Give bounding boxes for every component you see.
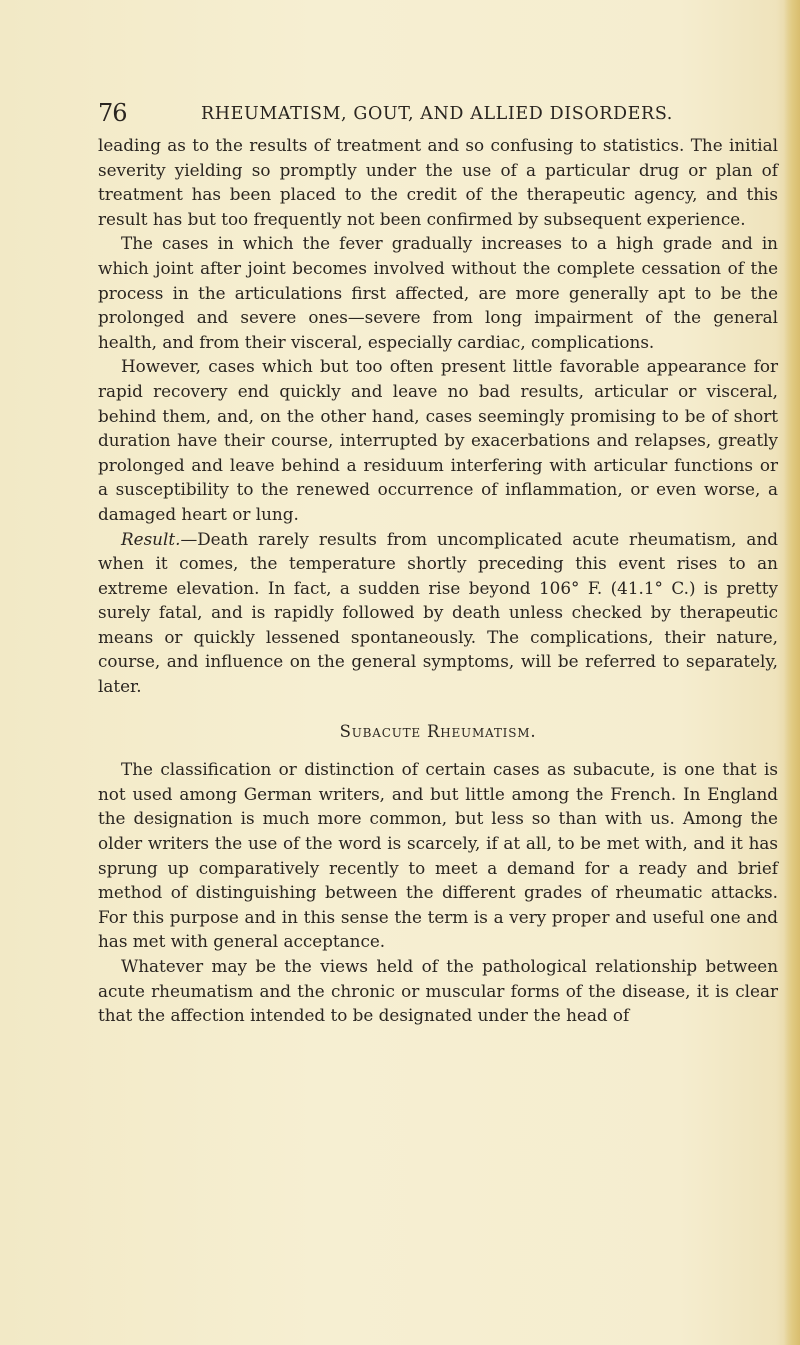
paragraph-4: [98, 527, 778, 699]
paragraph-2: The cases in which the fever gradually increases to a high grade and in which joint after joint becomes involved without the complete cessation of the process in the articulations first affected, are more generally apt to be the prolonged and severe ones—severe from long impairment of the general health, and from their visceral, especially cardiac, complications.: [98, 233, 778, 352]
body-text: [98, 133, 778, 1028]
paragraph-4-text: —Death rarely results from uncomplicated acute rheumatism, and when it comes, the temperature shortly preceding this event rises to an extreme elevation. In fact, a sudden rise beyond 106° F. (41.1° C.) is pretty surely fatal, and is rapidly followed by death unless checked by therapeutic means or quickly lessened spontaneously. The complications, their nature, course, and influence on the general symptoms, will be referred to separately, later.: [98, 528, 778, 697]
page-edge-shading: [784, 0, 800, 1345]
paragraph-3: However, cases which but too often present little favorable appearance for rapid recovery end quickly and leave no bad results, articular or visceral, behind them, and, on the other hand, cases seemingly promising to be of short duration have their course, interrupted by exacerbations and relapses, greatly prolonged and leave behind a residuum interfering with articular functions or a susceptibility to the renewed occurrence of inflammation, or even worse, a damaged heart or lung.: [98, 356, 778, 524]
section-heading: Subacute Rheumatism.: [339, 721, 537, 741]
running-title: RHEUMATISM, GOUT, AND ALLIED DISORDERS.: [201, 104, 673, 124]
paragraph-5: The classification or distinction of certain cases as subacute, is one that is not used among German writers, and but little among the French. In England the designation is much more common, but less so than with us. Among the older writers the use of the word is scarcely, if at all, to be met with, and it has sprung up comparatively recently to meet a demand for a ready and brief method of distinguishing between the different grades of rheumatic attacks. For this purpose and in this sense the term is a very proper and useful one and has met with general acceptance.: [98, 759, 778, 952]
page-number: 76: [98, 99, 127, 127]
paragraph-1: leading as to the results of treatment and so confusing to statistics. The initial severity yielding so promptly under the use of a particular drug or plan of treatment has been placed to the credit of the therapeutic agency, and this result has but too frequently not been confirmed by subsequent experience.: [98, 135, 778, 229]
paragraph-6: Whatever may be the views held of the pathological relationship between acute rheumatism and the chronic or muscular forms of the disease, it is clear that the affection intended to be designated under the head of: [98, 956, 778, 1026]
running-head: [98, 99, 778, 131]
run-in-heading-result: Result.: [121, 528, 181, 549]
